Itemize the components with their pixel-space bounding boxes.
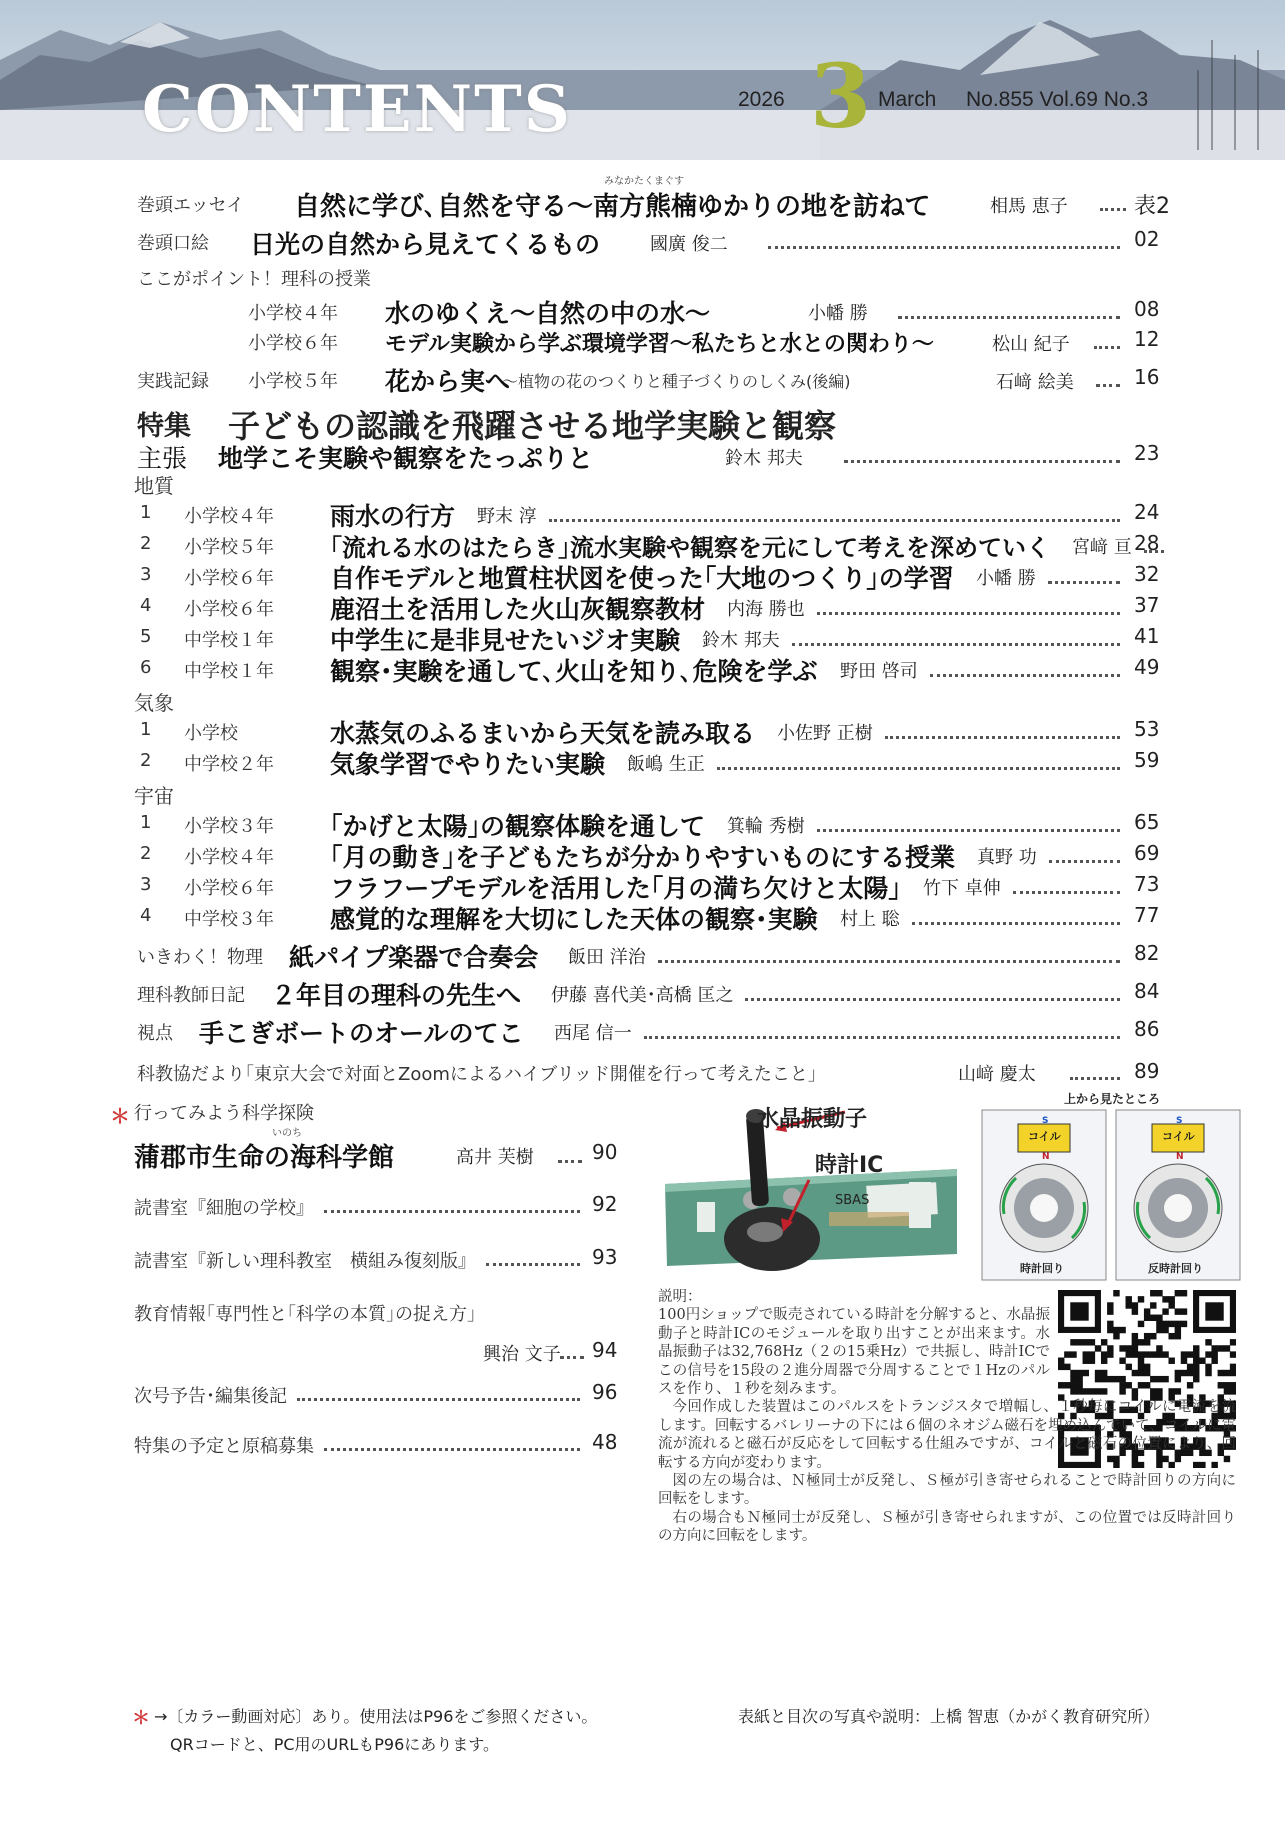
entry-page: 89 [1134, 1059, 1160, 1083]
entry-author: 松山 紀子 [992, 334, 1070, 355]
explore-page: 90 [592, 1140, 618, 1164]
toc-entry-point-2[interactable] [0, 326, 1285, 356]
entry-category: 巻頭エッセイ [137, 195, 245, 216]
board-marking: SBAS [835, 1193, 870, 1208]
entry-page: 23 [1134, 441, 1160, 465]
leader-dots [817, 829, 1120, 832]
leader-dots [745, 998, 1120, 1001]
issue-year: 2026 [738, 88, 785, 111]
entry-number: 4 [140, 595, 152, 616]
entry-title: 感覚的な理解を大切にした天体の観察･実験 [330, 905, 818, 934]
magnet-diagram [980, 1090, 1242, 1286]
toc-entry-misc[interactable] [0, 1245, 640, 1275]
toc-entry-column[interactable] [0, 978, 1285, 1008]
entry-page: 24 [1134, 500, 1160, 524]
toc-entry-kakyokyo[interactable] [0, 1058, 1285, 1088]
issue-month-number: 3 [810, 44, 872, 148]
entry-number: 6 [140, 657, 152, 678]
entry-grade: 中学校１年 [184, 661, 274, 682]
toc-entry-essay[interactable] [0, 188, 1285, 222]
toc-entry-kuchie[interactable] [0, 226, 1285, 259]
entry-category: いきわく！物理 [137, 947, 263, 968]
entry-title: 観察･実験を通して､火山を知り､危険を学ぶ [330, 657, 818, 686]
entry-number: 4 [140, 905, 152, 926]
entry-grade: 中学校２年 [184, 754, 274, 775]
entry-grade: 小学校５年 [184, 537, 274, 558]
entry-author: 鈴木 邦夫 [725, 448, 803, 469]
asterisk-mark: ＊ [110, 1104, 130, 1128]
entry-title: フラフープモデルを活用した｢月の満ち欠けと太陽｣ [330, 874, 901, 903]
entry-number: 1 [140, 502, 152, 523]
entry-page: 84 [1134, 979, 1160, 1003]
entry-page: 16 [1134, 365, 1160, 389]
entry-title: 花から実へ [385, 367, 511, 396]
entry-author: 國廣 俊二 [650, 234, 728, 255]
entry-author: 飯嶋 生正 [627, 754, 705, 775]
toc-entry-feature[interactable] [0, 902, 1285, 932]
entry-grade: 小学校 [184, 723, 238, 744]
toc-entry-feature[interactable] [0, 592, 1285, 622]
entry-grade: 小学校３年 [184, 816, 274, 837]
entry-category: 視点 [137, 1023, 173, 1044]
leader-dots [885, 736, 1120, 739]
explore-author: 高井 芙樹 [456, 1147, 534, 1168]
toc-entry-claim[interactable] [0, 440, 1285, 473]
entry-page: 02 [1134, 227, 1160, 251]
leader-dots [1070, 1077, 1120, 1080]
entry-title: 読書室『細胞の学校』 [134, 1198, 314, 1219]
coil-s-right: S [1176, 1116, 1183, 1126]
caption-clockwise: 時計回り [1020, 1262, 1064, 1275]
leader-dots [898, 316, 1120, 319]
entry-title: 中学生に是非見せたいジオ実験 [330, 626, 681, 655]
entry-page: 49 [1134, 655, 1160, 679]
leader-dots [297, 1398, 580, 1401]
entry-grade: 小学校４年 [184, 847, 274, 868]
entry-page: 41 [1134, 624, 1160, 648]
feature-subsection-heading [0, 778, 1285, 808]
description-block [658, 1288, 1236, 1546]
leader-dots [912, 922, 1120, 925]
entry-title: 自作モデルと地質柱状図を使った｢大地のつくり｣の学習 [330, 564, 954, 593]
caption-counterclockwise: 反時計回り [1148, 1262, 1203, 1275]
entry-number: 2 [140, 750, 152, 771]
issue-number: No.855 Vol.69 No.3 [966, 88, 1149, 111]
coil-label-right: コイル [1162, 1130, 1195, 1143]
feature-label: 特集 [137, 411, 191, 442]
entry-title: 自然に学び､自然を守る～南方熊楠ゆかりの地を訪ねて [294, 192, 931, 222]
description-heading: 説明： [658, 1289, 702, 1305]
entry-title: ｢かげと太陽｣の観察体験を通して [330, 812, 706, 841]
leader-dots [844, 460, 1120, 463]
footer-line-1: →〔カラー動画対応〕あり。使用法はP96をご参照ください。 [154, 1707, 598, 1726]
entry-page: 表2 [1134, 194, 1170, 219]
essay-ruby: みなかたくまぐす [604, 176, 684, 187]
toc-entry-misc[interactable] [0, 1192, 640, 1222]
toc-entry-feature[interactable] [0, 716, 1285, 746]
entry-title: 教育情報｢専門性と｢科学の本質｣の捉え方｣ [134, 1304, 476, 1325]
leader-dots [792, 643, 1120, 646]
leader-dots [324, 1448, 580, 1451]
entry-title: ２年目の理科の先生へ [271, 981, 522, 1010]
explore-ruby: いのち [272, 1128, 302, 1139]
leader-dots [1048, 581, 1120, 584]
leader-dots [558, 1160, 582, 1163]
coil-label-left: コイル [1028, 1130, 1061, 1143]
entry-author: 箕輪 秀樹 [727, 816, 805, 837]
entry-page: 77 [1134, 903, 1160, 927]
entry-author: 小幡 勝 [976, 568, 1036, 589]
entry-page: 48 [592, 1430, 618, 1454]
entry-grade: 中学校３年 [184, 909, 274, 930]
entry-author: 鈴木 邦夫 [702, 630, 780, 651]
entry-page: 73 [1134, 872, 1160, 896]
leader-dots [1100, 208, 1126, 211]
toc-entry-feature[interactable] [0, 561, 1285, 591]
feature-subsection-heading [0, 468, 1285, 498]
rotation-diagram [980, 1090, 1242, 1286]
leader-dots [560, 1356, 584, 1359]
toc-entry-feature[interactable] [0, 530, 1285, 560]
entry-grade: 小学校５年 [248, 371, 338, 392]
leader-dots [768, 246, 1120, 249]
entry-subtitle: ～植物の花のつくりと種子づくりのしくみ(後編) [502, 372, 851, 391]
subsection-name: 宇宙 [134, 784, 174, 808]
feature-heading [0, 402, 1285, 444]
entry-author: 伊藤 喜代美･高橋 匡之 [551, 985, 734, 1006]
entry-page: 93 [592, 1245, 618, 1269]
toc-entry-point-1[interactable] [0, 296, 1285, 326]
coil-n-right: N [1176, 1152, 1184, 1162]
issue-month-name: March [878, 88, 937, 111]
entry-title: 次号予告･編集後記 [134, 1386, 287, 1407]
toc-entry-feature[interactable] [0, 871, 1285, 901]
entry-page: 94 [592, 1338, 618, 1362]
toc-entry-practice[interactable] [0, 364, 1285, 394]
entry-page: 92 [592, 1192, 618, 1216]
entry-author: 小幡 勝 [808, 303, 868, 324]
entry-title: 紙パイプ楽器で合奏会 [289, 943, 539, 972]
entry-number: 1 [140, 719, 152, 740]
description-p1: 100円ショップで販売されている時計を分解すると、水晶振動子と時計ICのモジュールを取り出すことが出来ます。水晶振動子は32,768Hz（２の15乗Hz）で共振し、時計ICでこの信号を15段の２進分周器で分周することで１Hzのパルスを作り、１秒を刻みます。 [658, 1307, 1050, 1398]
entry-grade: 小学校４年 [184, 506, 274, 527]
description-p2: 今回作成した装置はこのパルスをトランジスタで増幅し、１秒毎にコイルに電流を流します。回転するバレリーナの下には６個のネオジム磁石を埋め込んでいて、コイルに電流が流れると磁石が反応をして回転する仕組みですが、コイルと磁石の位置により、回転する方向が変わります。 [658, 1399, 1236, 1471]
toc-entry-column[interactable] [0, 1016, 1285, 1046]
clock-module-photo [657, 1094, 967, 1284]
entry-number: 2 [140, 843, 152, 864]
entry-title: 手こぎボートのオールのてこ [199, 1019, 524, 1048]
leader-dots [817, 612, 1120, 615]
entry-number: 1 [140, 812, 152, 833]
entry-page: 12 [1134, 327, 1160, 351]
entry-author: 内海 勝也 [727, 599, 805, 620]
entry-page: 08 [1134, 297, 1160, 321]
point-heading: ここがポイント！理科の授業 [137, 269, 371, 290]
toc-entry-feature[interactable] [0, 623, 1285, 653]
label-clock-ic: 時計IC [815, 1153, 884, 1178]
point-heading-row [0, 263, 1285, 293]
entry-category: 巻頭口絵 [137, 233, 209, 254]
coil-n-left: N [1042, 1152, 1050, 1162]
entry-page: 96 [592, 1380, 618, 1404]
entry-title: 水蒸気のふるまいから天気を読み取る [330, 719, 756, 748]
entry-title: ｢月の動き｣を子どもたちが分かりやすいものにする授業 [330, 843, 956, 872]
entry-number: 2 [140, 533, 152, 554]
entry-title: 日光の自然から見えてくるもの [250, 230, 601, 259]
entry-category: 実践記録 [137, 371, 209, 392]
entry-page: 82 [1134, 941, 1160, 965]
entry-author: 飯田 洋治 [568, 947, 646, 968]
entry-title: 科教協だより｢東京大会で対面とZoomによるハイブリッド開催を行って考えたこと｣ [137, 1064, 817, 1085]
entry-page: 69 [1134, 841, 1160, 865]
coil-s-left: S [1042, 1116, 1049, 1126]
entry-category: 理科教師日記 [137, 985, 245, 1006]
entry-author: 竹下 卓伸 [923, 878, 1001, 899]
entry-page: 86 [1134, 1017, 1160, 1041]
leader-dots [486, 1263, 580, 1266]
entry-title: ｢流れる水のはたらき｣流水実験や観察を元にして考えを深めていく [330, 534, 1050, 562]
toc-entry-feature[interactable] [0, 654, 1285, 684]
entry-grade: 中学校１年 [184, 630, 274, 651]
leader-dots [1094, 346, 1120, 349]
entry-author: 石﨑 絵美 [996, 372, 1074, 393]
explore-title: 蒲郡市生命の海科学館 [134, 1143, 395, 1173]
entry-author: 宮﨑 亘 [1072, 537, 1132, 558]
entry-title: 水のゆくえ～自然の中の水～ [385, 299, 711, 328]
explore-heading: 行ってみよう科学探険 [134, 1103, 314, 1124]
feature-subsection-heading [0, 685, 1285, 715]
subsection-name: 地質 [134, 474, 174, 498]
entry-page: 37 [1134, 593, 1160, 617]
toc-entry-misc[interactable] [0, 1430, 640, 1460]
entry-author: 山﨑 慶太 [958, 1064, 1036, 1085]
entry-author: 野末 淳 [477, 506, 537, 527]
footer-credit: 表紙と目次の写真や説明：上橋 智恵（かがく教育研究所） [738, 1707, 1160, 1726]
toc-entry-misc[interactable] [0, 1298, 640, 1365]
leader-dots [1049, 860, 1120, 863]
entry-page: 53 [1134, 717, 1160, 741]
toc-entry-misc[interactable] [0, 1380, 640, 1410]
toc-entry-feature[interactable] [0, 747, 1285, 777]
entry-title: モデル実験から学ぶ環境学習～私たちと水との関わり～ [385, 332, 934, 357]
entry-title: 雨水の行方 [330, 502, 456, 531]
toc-entry-feature[interactable] [0, 809, 1285, 839]
entry-page: 59 [1134, 748, 1160, 772]
entry-author: 西尾 信一 [554, 1023, 632, 1044]
footer-asterisk: ＊ [132, 1708, 150, 1729]
contents-title: CONTENTS [142, 72, 572, 147]
description-p4: 右の場合もＮ極同士が反発し、Ｓ極が引き寄せられますが、この位置では反時計回りの方向に回転をします。 [658, 1509, 1236, 1545]
entry-number: 3 [140, 874, 152, 895]
entry-page: 28 [1134, 531, 1160, 555]
claim-label: 主張 [137, 444, 188, 473]
leader-dots [1096, 384, 1120, 387]
entry-author: 相馬 恵子 [990, 196, 1068, 217]
entry-title: 気象学習でやりたい実験 [330, 750, 606, 779]
entry-number: 3 [140, 564, 152, 585]
entry-grade: 小学校６年 [184, 878, 274, 899]
entry-title: 鹿沼土を活用した火山灰観察教材 [330, 595, 706, 624]
entry-grade: 小学校６年 [248, 333, 338, 354]
entry-page: 32 [1134, 562, 1160, 586]
diagram-title: 上から見たところ [1064, 1092, 1161, 1106]
leader-dots [549, 519, 1120, 522]
entry-title: 読書室『新しい理科教室 横組み復刻版』 [134, 1251, 476, 1272]
entry-grade: 小学校６年 [184, 599, 274, 620]
toc-entry-feature[interactable] [0, 840, 1285, 870]
entry-page: 65 [1134, 810, 1160, 834]
leader-dots [644, 1036, 1120, 1039]
toc-entry-column[interactable] [0, 940, 1285, 970]
leader-dots [658, 960, 1120, 963]
feature-title: 子どもの認識を飛躍させる地学実験と観察 [228, 407, 837, 445]
description-p3: 図の左の場合は、Ｎ極同士が反発し、Ｓ極が引き寄せられることで時計回りの方向に回転をします。 [658, 1473, 1236, 1508]
leader-dots [930, 674, 1120, 677]
entry-grade: 小学校４年 [248, 303, 338, 324]
leader-dots [1013, 891, 1120, 894]
entry-title: 地学こそ実験や観察をたっぷりと [218, 444, 594, 473]
entry-author: 野田 啓司 [840, 661, 918, 682]
entry-author: 小佐野 正樹 [777, 723, 873, 744]
entry-number: 5 [140, 626, 152, 647]
entry-title: 特集の予定と原稿募集 [134, 1436, 314, 1457]
entry-author: 興治 文子 [483, 1344, 561, 1365]
subsection-name: 気象 [134, 691, 174, 715]
leader-dots [717, 767, 1120, 770]
entry-grade: 小学校６年 [184, 568, 274, 589]
entry-author: 真野 功 [977, 847, 1037, 868]
footer-line-2: QRコードと、PC用のURLもP96にあります。 [170, 1735, 500, 1754]
entry-author: 村上 聡 [840, 909, 900, 930]
toc-entry-feature[interactable] [0, 499, 1285, 529]
label-crystal: 水晶振動子 [757, 1107, 868, 1132]
leader-dots [324, 1210, 580, 1213]
